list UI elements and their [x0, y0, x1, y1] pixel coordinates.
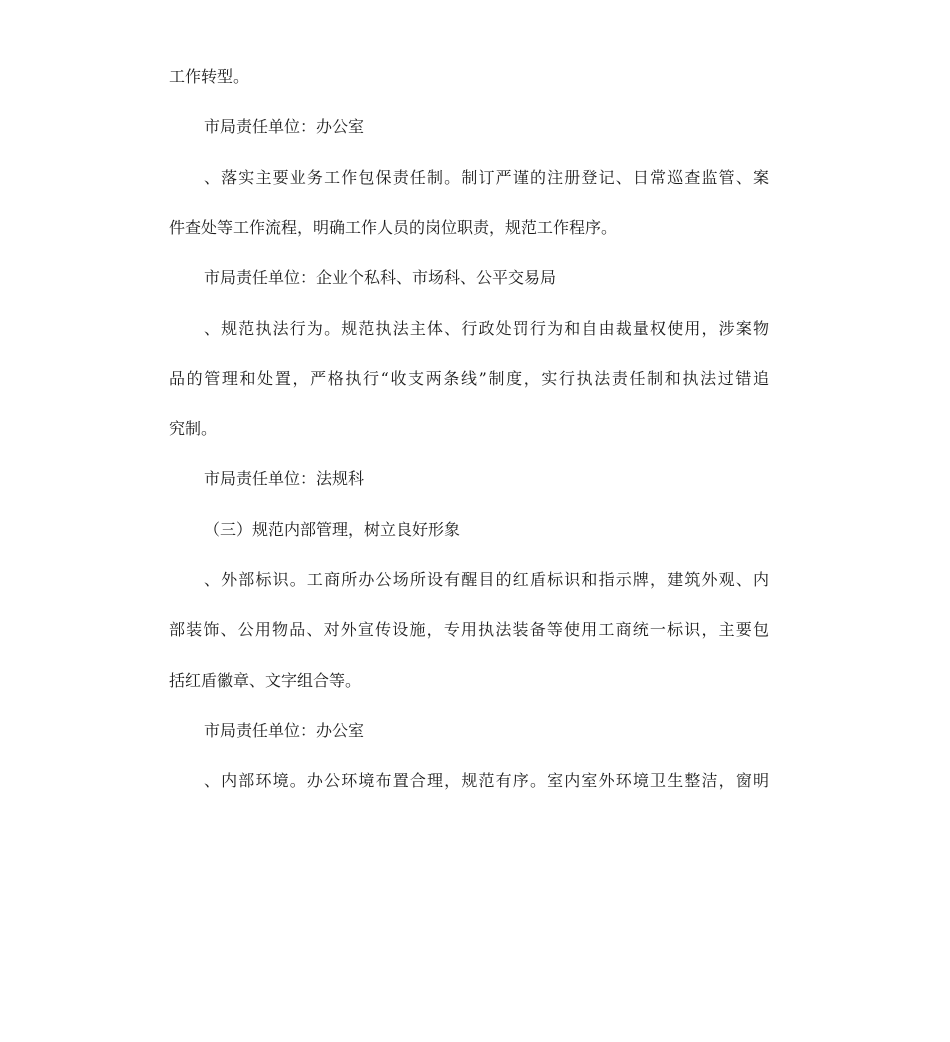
responsible-unit-line: 市局责任单位：办公室 [204, 117, 365, 136]
paragraph-line: 、落实主要业务工作包保责任制。制订严谨的注册登记、日常巡查监管、案 [204, 168, 769, 187]
paragraph-line: 、内部环境。办公环境布置合理，规范有序。室内室外环境卫生整洁，窗明 [204, 771, 769, 790]
section-heading: （三）规范内部管理，树立良好形象 [204, 520, 461, 539]
paragraph-line: 工作转型。 [169, 67, 250, 86]
paragraph-line: 、外部标识。工商所办公场所设有醒目的红盾标识和指示牌，建筑外观、内 [204, 570, 769, 589]
responsible-unit-line: 市局责任单位：企业个私科、市场科、公平交易局 [204, 268, 557, 287]
responsible-unit-line: 市局责任单位：法规科 [204, 469, 365, 488]
paragraph-line: 件查处等工作流程，明确工作人员的岗位职责，规范工作程序。 [169, 218, 618, 237]
responsible-unit-line: 市局责任单位：办公室 [204, 721, 365, 740]
paragraph-line: 括红盾徽章、文字组合等。 [169, 671, 362, 690]
paragraph-line: 、规范执法行为。规范执法主体、行政处罚行为和自由裁量权使用，涉案物 [204, 319, 769, 338]
paragraph-line: 究制。 [169, 419, 218, 438]
paragraph-line: 部装饰、公用物品、对外宣传设施，专用执法装备等使用工商统一标识，主要包 [169, 620, 769, 639]
paragraph-line: 品的管理和处置，严格执行“收支两条线”制度，实行执法责任制和执法过错追 [169, 369, 769, 388]
